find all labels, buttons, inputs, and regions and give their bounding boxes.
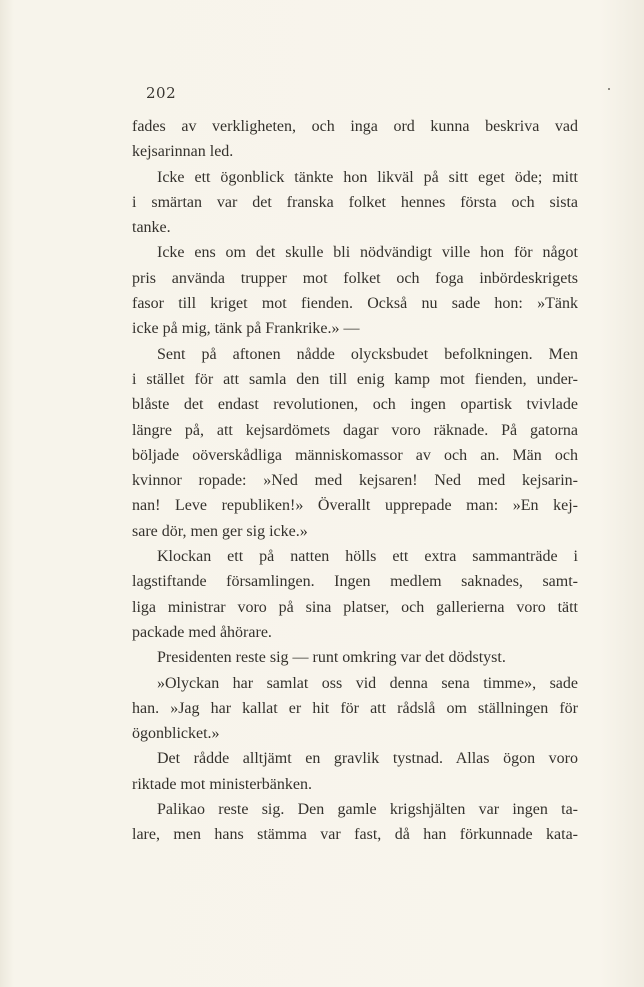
text-line: blåste det endast revolutionen, och ingen opartisk tvivlade (132, 396, 578, 414)
page-number: 202 (146, 84, 177, 102)
text-line: sare dör, men ger sig icke.» (132, 522, 308, 540)
text-line: pris använda trupper mot folket och foga inbördeskrigets (132, 269, 578, 287)
text-line: han. »Jag har kallat er hit för att rådslå om ställningen för (132, 699, 578, 717)
text-line: Icke ens om det skulle bli nödvändigt ville hon för något (157, 244, 578, 262)
text-line: ögonblicket.» (132, 725, 220, 743)
text-line: i stället för att samla den till enig kamp mot fienden, under- (132, 370, 578, 388)
text-line: fades av verkligheten, och inga ord kunna beskriva vad (132, 118, 578, 135)
text-line: Sent på aftonen nådde olycksbudet befolkningen. Men (157, 345, 578, 363)
text-line: packade med åhörare. (132, 623, 272, 641)
text-line: böljade oöverskådliga människomassor av och an. Män och (132, 446, 578, 464)
text-line: Icke ett ögonblick tänkte hon likväl på sitt eget öde; mitt (157, 168, 578, 186)
text-line: Klockan ett på natten hölls ett extra sammanträde i (157, 548, 578, 566)
text-line: riktade mot ministerbänken. (132, 775, 312, 793)
text-line: tanke. (132, 219, 171, 237)
text-line: i smärtan var det franska folket hennes första och sista (132, 193, 578, 211)
text-line: nan! Leve republiken!» Överallt upprepade man: »En kej- (132, 497, 578, 515)
text-line: »Olyckan har samlat oss vid denna sena timme», sade (157, 674, 578, 692)
text-line: icke på mig, tänk på Frankrike.» — (132, 320, 360, 338)
text-line: Det rådde alltjämt en gravlik tystnad. Allas ögon voro (157, 750, 578, 768)
text-line: Presidenten reste sig — runt omkring var det dödstyst. (157, 649, 506, 667)
body-text (132, 114, 578, 848)
text-line: kvinnor ropade: »Ned med kejsaren! Ned med kejsarin- (132, 472, 578, 490)
text-line: lagstiftande församlingen. Ingen medlem saknades, samt- (132, 573, 578, 591)
text-line: kejsarinnan led. (132, 143, 234, 161)
text-line: liga ministrar voro på sina platser, och gallerierna voro tätt (132, 598, 578, 616)
text-line: längre på, att kejsardömets dagar voro räknade. På gatorna (132, 421, 578, 439)
ink-speck (608, 88, 610, 90)
text-line: Palikao reste sig. Den gamle krigshjälten var ingen ta- (157, 801, 578, 819)
text-line: fasor till kriget mot fienden. Också nu sade hon: »Tänk (132, 295, 578, 313)
text-line: lare, men hans stämma var fast, då han förkunnade kata- (132, 826, 578, 844)
